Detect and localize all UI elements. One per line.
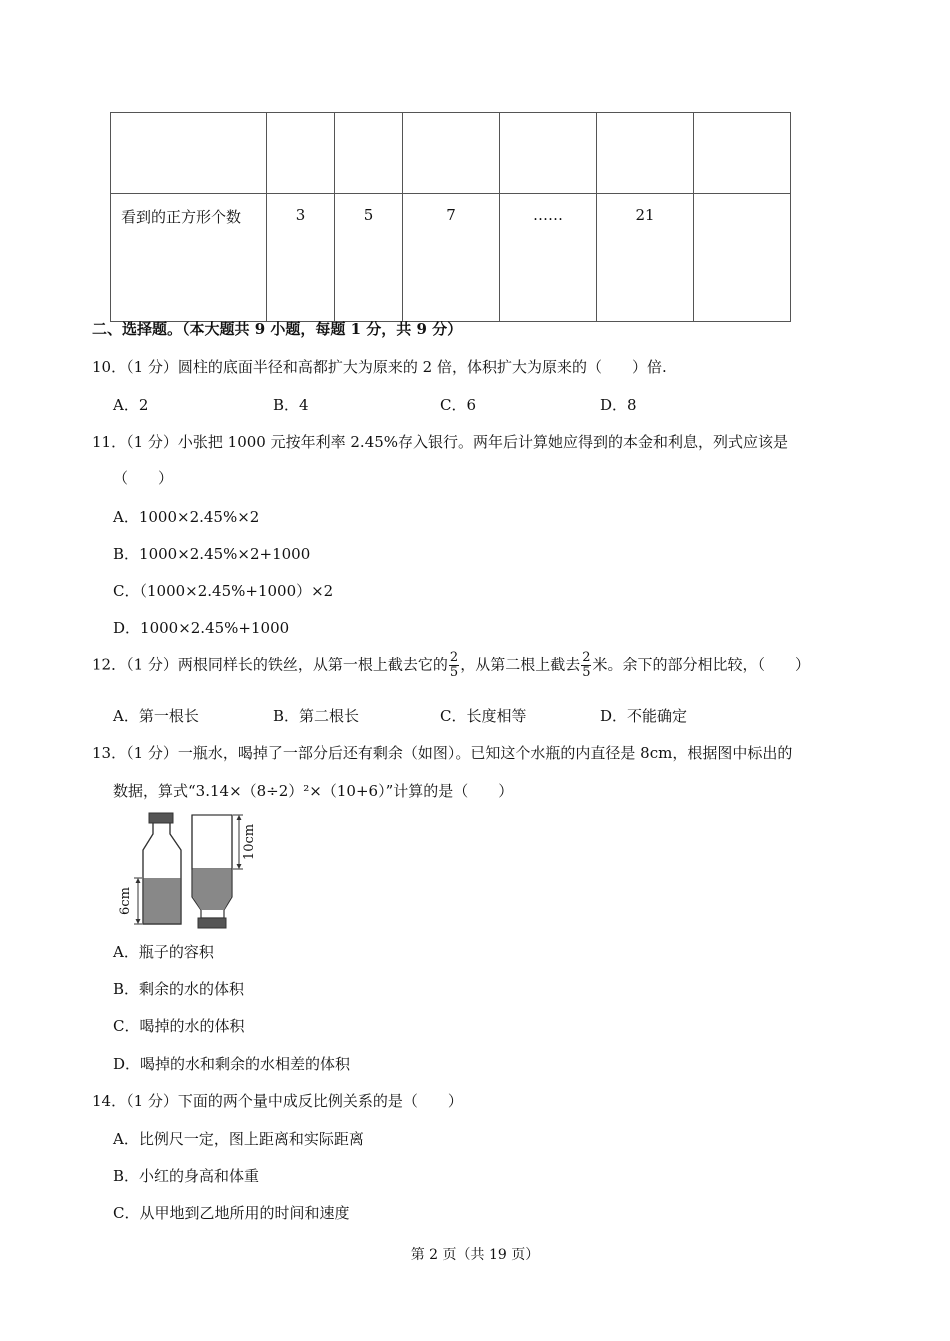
q10-option-b: B．4: [273, 396, 309, 414]
table-cell: [500, 113, 597, 194]
fraction-numerator: 2: [582, 650, 591, 665]
question-12-stem: [92, 651, 810, 680]
q11-option-c: C．（1000×2.45%+1000）×2: [113, 582, 334, 600]
question-14-stem: 14．（1 分）下面的两个量中成反比例关系的是（ ）: [92, 1092, 463, 1110]
fraction-numerator: 2: [449, 650, 459, 665]
question-11-stem: 11．（1 分）小张把 1000 元按年利率 2.45%存入银行。两年后计算她应得到的本金和利息，列式应该是: [92, 433, 789, 451]
q11-option-d: D．1000×2.45%+1000: [113, 619, 290, 637]
table-row: [111, 113, 791, 194]
question-11-paren: （ ）: [113, 469, 174, 487]
q10-option-c: C．6: [440, 396, 477, 414]
q12-text-c: 米。余下的部分相比较，（ ）: [592, 655, 810, 674]
q10-option-d: D．8: [600, 396, 637, 414]
question-10-stem: 10．（1 分）圆柱的底面半径和高都扩大为原来的 2 倍，体积扩大为原来的（ ）倍.: [92, 358, 667, 376]
table-cell: ……: [500, 194, 597, 322]
inverted-bottle-body: [192, 815, 232, 869]
page-footer: 第 2 页（共 19 页）: [410, 1247, 540, 1263]
q11-option-a: A．1000×2.45%×2: [113, 508, 260, 526]
q12-text-b: ，从第二根上截去: [460, 655, 581, 674]
table-cell: [335, 113, 403, 194]
fraction: [581, 651, 591, 680]
table-cell: 3: [267, 194, 335, 322]
table-cell: [694, 194, 791, 322]
table-cell: [267, 113, 335, 194]
bottle-figure: [108, 810, 268, 930]
section-title: 二、选择题。（本大题共 9 小题，每题 1 分，共 9 分）: [92, 320, 463, 338]
q11-option-b: B．1000×2.45%×2+1000: [113, 545, 311, 563]
pattern-table: [110, 112, 791, 322]
question-13-stem-line1: 13．（1 分）一瓶水，喝掉了一部分后还有剩余（如图）。已知这个水瓶的内直径是 8cm，根据图中标出的: [92, 744, 793, 762]
q14-option-c: C．从甲地到乙地所用的时间和速度: [113, 1204, 350, 1222]
table-cell: 7: [403, 194, 500, 322]
q13-option-a: A．瓶子的容积: [113, 943, 214, 961]
fraction-denominator: 5: [449, 665, 459, 680]
q12-text-a: 12．（1 分）两根同样长的铁丝，从第一根上截去它的: [92, 655, 448, 674]
label-6cm: 6cm: [118, 887, 133, 915]
fraction-denominator: 5: [582, 665, 591, 680]
question-13-stem-line2: 数据，算式“3.14×（8÷2）²×（10+6）”计算的是（ ）: [113, 782, 514, 800]
q13-option-b: B．剩余的水的体积: [113, 980, 245, 998]
inverted-water: [193, 869, 232, 897]
q13-option-d: D．喝掉的水和剩余的水相差的体积: [113, 1055, 351, 1073]
q14-option-a: A．比例尺一定，图上距离和实际距离: [113, 1130, 364, 1148]
q14-option-b: B．小红的身高和体重: [113, 1167, 260, 1185]
table-row: [111, 194, 791, 322]
q12-option-d: D．不能确定: [600, 707, 688, 725]
table-cell: [694, 113, 791, 194]
q12-option-a: A．第一根长: [113, 707, 199, 725]
row-label: 看到的正方形个数: [111, 194, 267, 322]
q12-option-b: B．第二根长: [273, 707, 360, 725]
q10-option-a: A．2: [113, 396, 149, 414]
q13-option-c: C．喝掉的水的体积: [113, 1017, 245, 1035]
remaining-water: [144, 878, 181, 924]
inverted-bottle-cap: [198, 918, 226, 928]
label-10cm: 10cm: [242, 823, 257, 861]
table-cell: [597, 113, 694, 194]
table-cell: 21: [597, 194, 694, 322]
table-cell: [111, 113, 267, 194]
q12-option-c: C．长度相等: [440, 707, 527, 725]
table-cell: 5: [335, 194, 403, 322]
fraction: [449, 651, 459, 680]
table-cell: [403, 113, 500, 194]
bottle-cap: [149, 813, 173, 823]
